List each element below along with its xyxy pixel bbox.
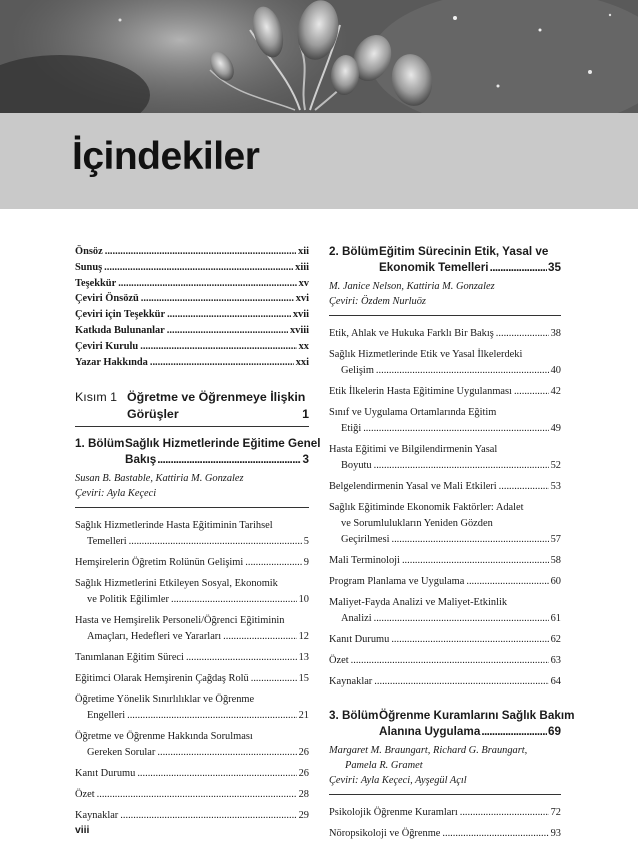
- dot-leader: [245, 555, 302, 571]
- chapter-label: 2. Bölüm: [329, 245, 379, 258]
- entry-title: Belgelendirmenin Yasal ve Mali Etkileri: [329, 481, 497, 492]
- part-label: Kısım 1: [75, 390, 117, 405]
- entry-page: 12: [298, 631, 309, 643]
- chapter-label: 1. Bölüm: [75, 437, 125, 451]
- toc-entry[interactable]: [75, 766, 309, 782]
- dot-leader: [97, 787, 297, 803]
- entry-title-cont: ve Sorumlulukların Yeniden Gözden: [341, 518, 493, 529]
- author-names-cont: Pamela R. Gramet: [345, 760, 423, 771]
- entry-page: xiii: [295, 261, 309, 273]
- entry-page: 62: [550, 634, 561, 645]
- toc-entry[interactable]: [329, 326, 561, 342]
- toc-entry[interactable]: [75, 518, 309, 550]
- entry-page: 28: [298, 789, 309, 801]
- entry-title-cont: Etiği: [341, 423, 362, 434]
- entry-title: Sağlık Hizmetlerinde Hasta Eğitiminin Tarihsel: [75, 520, 273, 532]
- divider: [329, 315, 561, 316]
- entry-page: 53: [550, 481, 561, 492]
- toc-entry[interactable]: [75, 692, 309, 724]
- chapter-heading[interactable]: [329, 708, 575, 740]
- entry-title: Kaynaklar: [329, 676, 373, 687]
- entry-title: Eğitimci Olarak Hemşirenin Çağdaş Rolü: [75, 673, 249, 685]
- dot-leader: [251, 671, 297, 687]
- entry-page: 52: [550, 460, 561, 471]
- toc-entry[interactable]: [75, 729, 309, 761]
- toc-entry[interactable]: [75, 555, 309, 571]
- chapter-authors: [75, 471, 309, 501]
- entry-title: Etik İlkelerin Hasta Eğitimine Uygulanması: [329, 386, 512, 397]
- chapter-title: Eğitim Sürecinin Etik, Yasal ve: [379, 245, 549, 258]
- chapter-title-cont: Alanına Uygulama: [379, 725, 481, 738]
- dot-leader: [466, 574, 548, 590]
- entry-page: 26: [298, 747, 309, 759]
- dot-leader: [376, 363, 549, 379]
- dot-leader: [374, 611, 549, 627]
- entry-title: Yazar Hakkında: [75, 356, 148, 368]
- entry-title: Özet: [75, 789, 95, 801]
- author-names: Susan B. Bastable, Kattiria M. Gonzalez: [75, 473, 244, 485]
- page-title: İçindekiler: [72, 135, 260, 178]
- toc-entry[interactable]: [75, 260, 309, 276]
- entry-title-cont: Analizi: [341, 613, 372, 624]
- divider: [329, 794, 561, 795]
- dot-leader: [157, 452, 301, 468]
- chapter-title: Öğrenme Kuramlarını Sağlık Bakım: [379, 709, 575, 722]
- entry-title-cont: Engelleri: [87, 710, 126, 722]
- entry-page: 26: [298, 768, 309, 780]
- translator-names: Çeviri: Ayla Keçeci: [75, 488, 157, 500]
- chapter-page: 69: [547, 725, 561, 738]
- dot-leader: [167, 323, 288, 339]
- entry-title: Kaynaklar: [75, 810, 119, 822]
- chapter-label: 3. Bölüm: [329, 709, 379, 722]
- entry-page: 63: [550, 655, 561, 666]
- dot-leader: [442, 826, 548, 842]
- translator-names: Çeviri: Ayla Keçeci, Ayşegül Açıl: [329, 775, 467, 786]
- dot-leader: [118, 276, 296, 292]
- author-names: M. Janice Nelson, Kattiria M. Gonzalez: [329, 281, 495, 292]
- entry-page: 13: [298, 652, 309, 664]
- toc-entry[interactable]: [75, 808, 309, 824]
- chapter2-entries: [329, 326, 561, 690]
- toc-entry[interactable]: [75, 307, 309, 323]
- toc-entry[interactable]: [329, 500, 561, 548]
- dot-leader: [514, 384, 549, 400]
- entry-title: Önsöz: [75, 246, 103, 257]
- flower-photo-illustration: [0, 0, 638, 113]
- dot-leader: [141, 291, 294, 307]
- entry-title: Çeviri Önsözü: [75, 293, 139, 305]
- dot-leader: [127, 708, 297, 724]
- dot-leader: [490, 260, 547, 276]
- translator-names: Çeviri: Özdem Nurluöz: [329, 296, 426, 307]
- entry-page: xii: [298, 246, 309, 257]
- entry-page: 38: [550, 328, 561, 339]
- entry-title: Mali Terminoloji: [329, 555, 400, 566]
- entry-page: 49: [550, 423, 561, 434]
- entry-title: Öğretme ve Öğrenme Hakkında Sorulması: [75, 731, 253, 743]
- dot-leader: [150, 355, 294, 371]
- toc-entry[interactable]: [329, 653, 561, 669]
- toc-entry[interactable]: [329, 384, 561, 400]
- chapter-title-cont: Ekonomik Temelleri: [379, 261, 489, 274]
- dot-leader: [120, 808, 296, 824]
- entry-page: xvi: [295, 293, 309, 305]
- dot-leader: [223, 629, 296, 645]
- entry-title: Çeviri için Teşekkür: [75, 309, 166, 321]
- toc-entry[interactable]: [329, 479, 561, 495]
- entry-page: 42: [550, 386, 561, 397]
- chapter-title-cont: Bakış: [125, 453, 157, 467]
- entry-page: 57: [550, 534, 561, 545]
- toc-entry[interactable]: [75, 355, 309, 371]
- entry-title-cont: Temelleri: [87, 536, 127, 548]
- toc-entry[interactable]: [329, 805, 561, 821]
- dot-leader: [363, 421, 548, 437]
- entry-title: Sunuş: [75, 261, 103, 273]
- toc-entry[interactable]: [75, 787, 309, 803]
- toc-entry[interactable]: [75, 276, 309, 292]
- toc-entry[interactable]: [75, 613, 309, 645]
- toc-entry[interactable]: [329, 826, 561, 842]
- divider: [75, 507, 309, 508]
- entry-title: Hasta ve Hemşirelik Personeli/Öğrenci Eğitiminin: [75, 615, 285, 627]
- chapter-title: Sağlık Hizmetlerinde Eğitime Genel: [125, 437, 321, 451]
- entry-page: xvii: [292, 309, 309, 321]
- dot-leader: [499, 479, 549, 495]
- chapter-authors: [329, 743, 561, 788]
- toc-entry[interactable]: [75, 576, 309, 608]
- entry-page: 58: [550, 555, 561, 566]
- toc-entry[interactable]: [329, 674, 561, 690]
- chapter3-entries: [329, 805, 561, 842]
- entry-title: Tanımlanan Eğitim Süreci: [75, 652, 184, 664]
- entry-page: 5: [303, 536, 309, 548]
- dot-leader: [105, 244, 296, 260]
- entry-title: Sınıf ve Uygulama Ortamlarında Eğitim: [329, 407, 497, 418]
- part-heading[interactable]: [75, 389, 309, 427]
- dot-leader: [167, 307, 291, 323]
- toc-entry[interactable]: [329, 442, 561, 474]
- entry-title-cont: Gereken Sorular: [87, 747, 156, 759]
- entry-page: xxi: [295, 356, 309, 368]
- title-band: [0, 113, 638, 209]
- entry-title: Sağlık Hizmetlerinde Etik ve Yasal İlkelerdeki: [329, 349, 523, 360]
- entry-page: xviii: [289, 324, 309, 336]
- entry-title-cont: Geçirilmesi: [341, 534, 390, 545]
- chapter-heading[interactable]: [75, 436, 321, 468]
- entry-page: 64: [550, 676, 561, 687]
- toc-entry[interactable]: [75, 291, 309, 307]
- dot-leader: [374, 674, 548, 690]
- entry-title: Kanıt Durumu: [329, 634, 390, 645]
- dot-leader: [481, 724, 547, 740]
- dot-leader: [391, 632, 548, 648]
- dot-leader: [137, 766, 296, 782]
- entry-title: Çeviri Kurulu: [75, 340, 139, 352]
- entry-page: 9: [303, 557, 309, 569]
- entry-title: Hemşirelerin Öğretim Rolünün Gelişimi: [75, 557, 244, 569]
- entry-title-cont: ve Politik Eğilimler: [87, 594, 169, 606]
- entry-page: 29: [298, 810, 309, 822]
- header-photo: [0, 0, 638, 113]
- dot-leader: [391, 532, 548, 548]
- entry-title: Nöropsikoloji ve Öğrenme: [329, 828, 441, 839]
- entry-page: 21: [298, 710, 309, 722]
- toc-entry[interactable]: [329, 632, 561, 648]
- page-number: viii: [75, 825, 90, 836]
- dot-leader: [460, 805, 549, 821]
- entry-title-cont: Gelişim: [341, 365, 374, 376]
- toc-left-column: [75, 244, 321, 829]
- toc-entry[interactable]: [329, 405, 561, 437]
- entry-title: Psikolojik Öğrenme Kuramları: [329, 807, 458, 818]
- part-title: Öğretme ve Öğrenmeye İlişkin: [127, 390, 306, 405]
- toc-entry[interactable]: [329, 574, 561, 590]
- author-names: Margaret M. Braungart, Richard G. Braungart,: [329, 745, 528, 756]
- toc-entry[interactable]: [75, 339, 309, 355]
- entry-page: 72: [550, 807, 561, 818]
- entry-title-cont: Amaçları, Hedefleri ve Yararları: [87, 631, 222, 643]
- part-page: 1: [302, 407, 309, 422]
- toc-entry[interactable]: [329, 595, 561, 627]
- entry-title: Maliyet-Fayda Analizi ve Maliyet-Etkinlik: [329, 597, 508, 608]
- toc-entry[interactable]: [329, 553, 561, 569]
- toc-right-column: [329, 244, 575, 847]
- entry-title: Katkıda Bulunanlar: [75, 324, 165, 336]
- entry-page: 93: [550, 828, 561, 839]
- chapter-heading[interactable]: [329, 244, 561, 276]
- entry-title: Program Planlama ve Uygulama: [329, 576, 465, 587]
- part-title-cont: Görüşler: [127, 407, 179, 422]
- chapter-page: 35: [547, 261, 561, 274]
- entry-page: 61: [550, 613, 561, 624]
- entry-page: 60: [550, 576, 561, 587]
- dot-leader: [129, 534, 302, 550]
- entry-title: Öğretime Yönelik Sınırlılıklar ve Öğrenme: [75, 694, 255, 706]
- entry-title-cont: Boyutu: [341, 460, 372, 471]
- toc-entry[interactable]: [75, 650, 309, 666]
- dot-leader: [351, 653, 549, 669]
- toc-entry[interactable]: [75, 244, 309, 260]
- toc-entry[interactable]: [75, 671, 309, 687]
- entry-page: 15: [298, 673, 309, 685]
- entry-title: Etik, Ahlak ve Hukuka Farklı Bir Bakış: [329, 328, 494, 339]
- dot-leader: [171, 592, 297, 608]
- entry-title: Özet: [329, 655, 349, 666]
- entry-page: xv: [298, 277, 309, 289]
- chapter1-entries: [75, 518, 309, 824]
- toc-entry[interactable]: [75, 323, 309, 339]
- entry-title: Sağlık Hizmetlerini Etkileyen Sosyal, Ekonomik: [75, 578, 278, 590]
- chapter-authors: [329, 279, 561, 309]
- entry-title: Teşekkür: [75, 277, 117, 289]
- front-matter-list: [75, 244, 309, 370]
- entry-title: Sağlık Eğitiminde Ekonomik Faktörler: Adalet: [329, 502, 524, 513]
- toc-entry[interactable]: [329, 347, 561, 379]
- dot-leader: [104, 260, 293, 276]
- chapter-page: 3: [302, 453, 309, 467]
- entry-title: Hasta Eğitimi ve Bilgilendirmenin Yasal: [329, 444, 498, 455]
- entry-page: xx: [298, 340, 309, 352]
- dot-leader: [374, 458, 549, 474]
- dot-leader: [140, 339, 296, 355]
- entry-title: Kanıt Durumu: [75, 768, 136, 780]
- dot-leader: [186, 650, 297, 666]
- dot-leader: [157, 745, 296, 761]
- entry-page: 40: [550, 365, 561, 376]
- entry-page: 10: [298, 594, 309, 606]
- dot-leader: [496, 326, 549, 342]
- dot-leader: [402, 553, 549, 569]
